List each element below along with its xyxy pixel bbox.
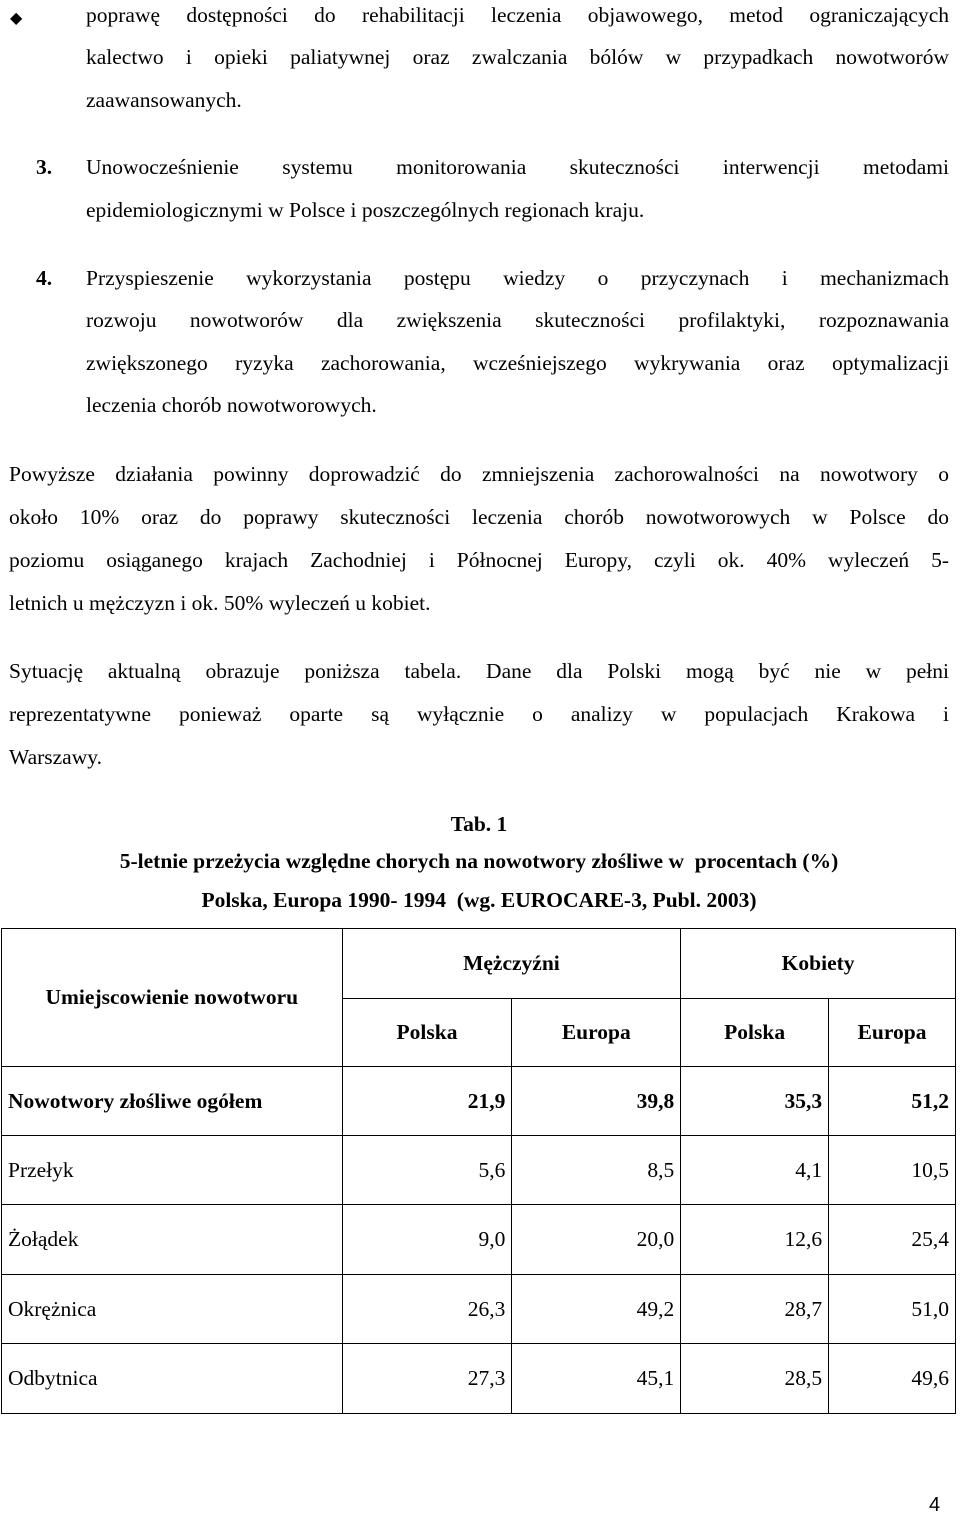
survival-table <box>1 928 956 1414</box>
list-item-4-line-2: rozwoju nowotworów dla zwiększenia skuteczności profilaktyki, rozpoznawania <box>86 308 949 332</box>
value-cell: 21,9 <box>342 1067 512 1136</box>
table-row <box>2 1136 956 1205</box>
row-label: Przełyk <box>2 1136 343 1205</box>
table-row <box>2 1344 956 1414</box>
list-number: 4. <box>36 266 53 290</box>
table-row <box>2 1067 956 1136</box>
value-cell: 26,3 <box>342 1275 512 1344</box>
paragraph-2-line-1: Sytuację aktualną obrazuje poniższa tabela. Dane dla Polski mogą być nie w pełni <box>9 659 949 683</box>
list-number: 3. <box>36 155 53 179</box>
table-title: 5-letnie przeżycia względne chorych na nowotwory złośliwe w procentach (%) <box>119 849 839 873</box>
subheader-cell: Europa <box>829 999 956 1067</box>
value-cell: 8,5 <box>512 1136 681 1205</box>
subheader-cell: Polska <box>342 999 512 1067</box>
list-item-4-line-1: Przyspieszenie wykorzystania postępu wiedzy o przyczynach i mechanizmach <box>86 266 949 290</box>
list-item-4-line-4: leczenia chorób nowotworowych. <box>86 393 377 417</box>
diamond-bullet-icon: ◆ <box>10 10 23 27</box>
bullet-text-line-1: poprawę dostępności do rehabilitacji leczenia objawowego, metod ograniczających <box>86 3 949 27</box>
list-item-4 <box>36 266 86 291</box>
value-cell: 25,4 <box>829 1205 956 1275</box>
group-header-women: Kobiety <box>681 929 956 999</box>
value-cell: 51,2 <box>829 1067 956 1136</box>
row-label: Żołądek <box>2 1205 343 1275</box>
bullet-text-line-2: kalectwo i opieki paliatywnej oraz zwalczania bólów w przypadkach nowotworów <box>86 45 949 69</box>
bullet-text-line-3: zaawansowanych. <box>86 88 242 112</box>
value-cell: 49,2 <box>512 1275 681 1344</box>
table-row <box>2 1205 956 1275</box>
value-cell: 45,1 <box>512 1344 681 1414</box>
paragraph-2-line-3: Warszawy. <box>9 745 102 769</box>
paragraph-1-line-3: poziomu osiąganego krajach Zachodniej i Północnej Europy, czyli ok. 40% wyleczeń 5- <box>9 548 949 572</box>
table-label: Tab. 1 <box>450 812 508 836</box>
paragraph-2-line-2: reprezentatywne ponieważ oparte są wyłącznie o analizy w populacjach Krakowa i <box>9 702 949 726</box>
list-item-3-line-1: Unowocześnienie systemu monitorowania skuteczności interwencji metodami <box>86 155 949 179</box>
value-cell: 28,5 <box>681 1344 829 1414</box>
list-item-4-line-3: zwiększonego ryzyka zachorowania, wcześniejszego wykrywania oraz optymalizacji <box>86 351 949 375</box>
value-cell: 39,8 <box>512 1067 681 1136</box>
value-cell: 51,0 <box>829 1275 956 1344</box>
value-cell: 12,6 <box>681 1205 829 1275</box>
row-label: Okrężnica <box>2 1275 343 1344</box>
subheader-cell: Europa <box>512 999 681 1067</box>
page-number: 4 <box>929 1494 941 1516</box>
row-label: Odbytnica <box>2 1344 343 1414</box>
group-header-men: Mężczyźni <box>342 929 681 999</box>
value-cell: 9,0 <box>342 1205 512 1275</box>
value-cell: 20,0 <box>512 1205 681 1275</box>
paragraph-1-line-4: letnich u mężczyzn i ok. 50% wyleczeń u kobiet. <box>9 591 431 615</box>
table-row <box>2 1275 956 1344</box>
value-cell: 35,3 <box>681 1067 829 1136</box>
list-item-3-line-2: epidemiologicznymi w Polsce i poszczególnych regionach kraju. <box>86 198 645 222</box>
list-item-3 <box>36 155 86 180</box>
value-cell: 4,1 <box>681 1136 829 1205</box>
paragraph-1-line-2: około 10% oraz do poprawy skuteczności leczenia chorób nowotworowych w Polsce do <box>9 505 949 529</box>
value-cell: 10,5 <box>829 1136 956 1205</box>
subheader-cell: Polska <box>681 999 829 1067</box>
value-cell: 27,3 <box>342 1344 512 1414</box>
value-cell: 28,7 <box>681 1275 829 1344</box>
table-subtitle: Polska, Europa 1990- 1994 (wg. EUROCARE-3, Publ. 2003) <box>201 888 757 912</box>
row-label: Nowotwory złośliwe ogółem <box>2 1067 343 1136</box>
row-header-cell: Umiejscowienie nowotworu <box>2 929 343 1067</box>
paragraph-1-line-1: Powyższe działania powinny doprowadzić do zmniejszenia zachorowalności na nowotwory o <box>9 462 949 486</box>
value-cell: 5,6 <box>342 1136 512 1205</box>
value-cell: 49,6 <box>829 1344 956 1414</box>
